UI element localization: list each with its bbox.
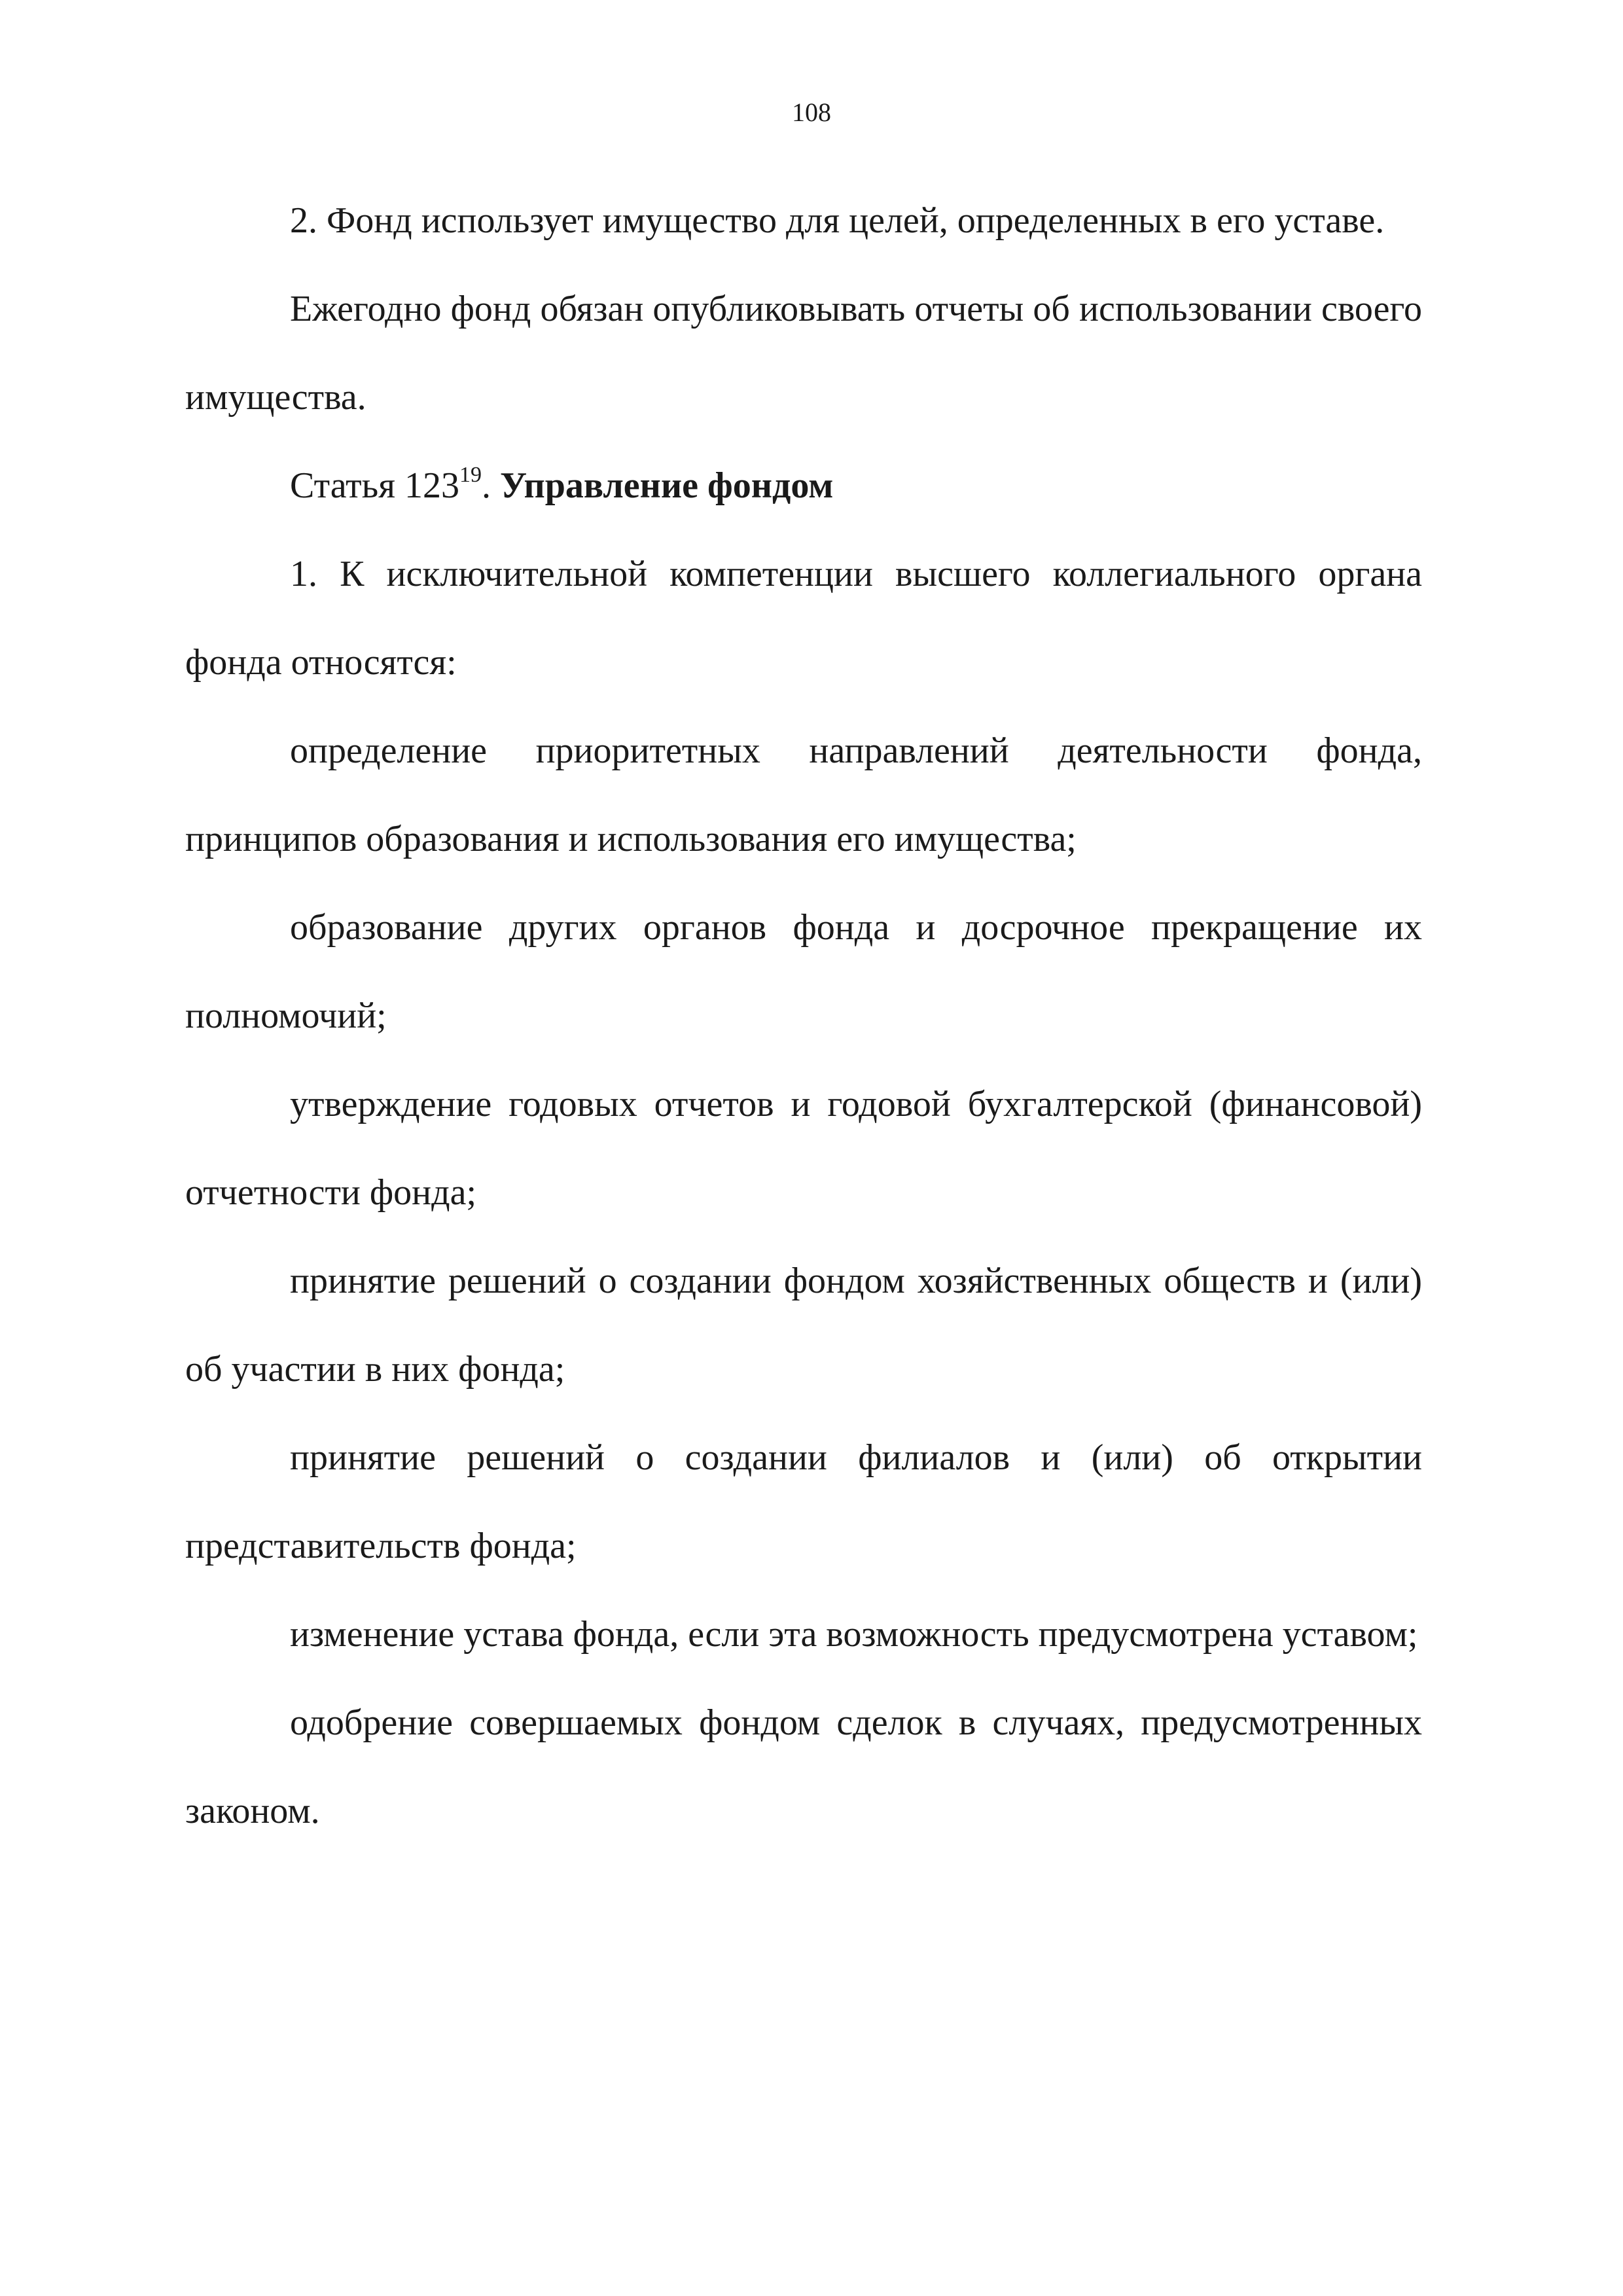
document-body bbox=[185, 177, 1422, 1856]
article-number: Статья 123 bbox=[290, 465, 459, 506]
paragraph-annual-reports: Ежегодно фонд обязан опубликовывать отчеты об использовании своего имущества. bbox=[185, 289, 1422, 418]
list-item-transactions: одобрение совершаемых фондом сделок в случаях, предусмотренных законом. bbox=[185, 1702, 1422, 1831]
list-item-branches: принятие решений о создании филиалов и (или) об открытии представительств фонда; bbox=[185, 1437, 1422, 1566]
list-item-reports: утверждение годовых отчетов и годовой бухгалтерской (финансовой) отчетности фонда; bbox=[185, 1084, 1422, 1213]
list-item-organs: образование других органов фонда и досрочное прекращение их полномочий; bbox=[185, 907, 1422, 1036]
article-superscript: 19 bbox=[459, 463, 482, 488]
paragraph-fund-property-use: 2. Фонд использует имущество для целей, определенных в его уставе. bbox=[290, 200, 1385, 241]
list-item-priorities: определение приоритетных направлений деятельности фонда, принципов образования и использования его имущества; bbox=[185, 730, 1422, 859]
list-item-charter-change: изменение устава фонда, если эта возможность предусмотрена уставом; bbox=[290, 1614, 1418, 1655]
page-number: 108 bbox=[792, 98, 831, 127]
article-title: Управление фондом bbox=[499, 465, 834, 506]
article-separator: . bbox=[481, 465, 500, 506]
article-heading bbox=[185, 442, 1422, 530]
list-item-companies: принятие решений о создании фондом хозяйственных обществ и (или) об участии в них фонда; bbox=[185, 1261, 1422, 1390]
paragraph-exclusive-competence: 1. К исключительной компетенции высшего коллегиального органа фонда относятся: bbox=[185, 554, 1422, 683]
